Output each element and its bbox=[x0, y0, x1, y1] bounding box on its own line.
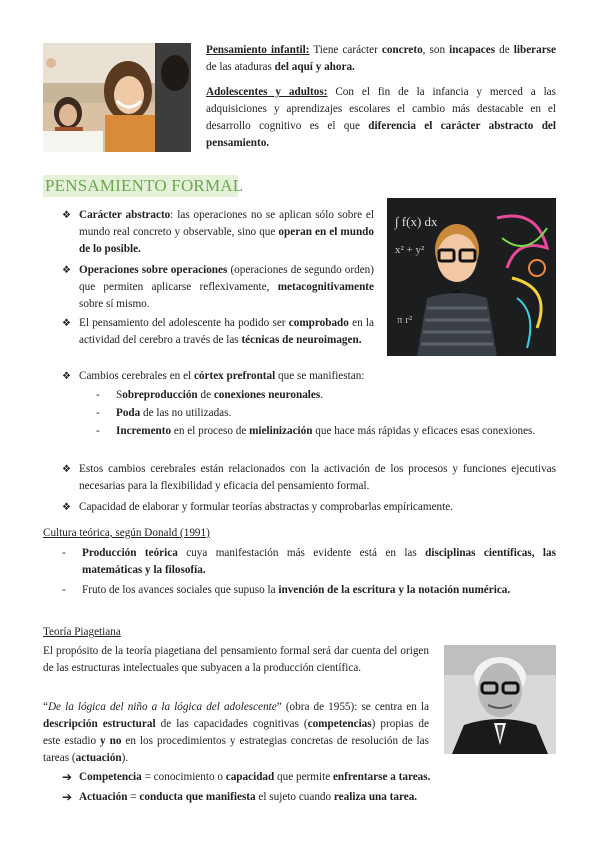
arrow-item-text bbox=[79, 769, 556, 786]
text-run: : las operaciones no se aplican sólo sobre el mundo real concreto y observable, sino que bbox=[79, 209, 374, 238]
dash-bullet-icon: - bbox=[96, 389, 100, 401]
diamond-bullet-icon: ❖ bbox=[62, 265, 71, 276]
bullet-text bbox=[79, 368, 556, 385]
text-run: en el proceso de bbox=[171, 425, 250, 437]
text-run: Con el fin de la infancia y merced a las adquisiciones y aprendizajes escolares el cambio más destacable en el desarrollo cognitivo es el que bbox=[206, 86, 556, 132]
intro-paragraph-2 bbox=[206, 84, 556, 152]
boy-chalkboard-photo bbox=[387, 198, 556, 356]
text-run: S bbox=[116, 389, 123, 401]
text-run: , son bbox=[422, 44, 450, 56]
text-run: en los procedimientos y estrategias concretas de resolución de las tareas ( bbox=[43, 735, 429, 764]
cultura-item-text bbox=[82, 545, 556, 579]
text-run: de bbox=[495, 44, 514, 56]
text-run: = bbox=[127, 791, 140, 803]
text-run: de las capacidades cognitivas ( bbox=[155, 718, 308, 730]
bullet-text bbox=[79, 262, 374, 313]
text-run: técnicas de neuroimagen. bbox=[241, 334, 362, 346]
cultura-item-text bbox=[82, 582, 556, 599]
text-run: Producción teórica bbox=[82, 547, 178, 559]
text-run: Carácter abstracto bbox=[79, 209, 171, 221]
text-run: Adolescentes y adultos: bbox=[206, 86, 328, 98]
text-run: invención de la escritura y la notación numérica. bbox=[278, 584, 511, 596]
text-run: conducta que manifiesta bbox=[139, 791, 256, 803]
text-run: que permite bbox=[274, 771, 333, 783]
piaget-portrait-photo bbox=[444, 645, 556, 754]
text-run: (operaciones de segundo orden) que permiten aplicarse reflexivamente, bbox=[79, 264, 374, 293]
text-run: capacidad bbox=[225, 771, 275, 783]
classroom-photo bbox=[43, 43, 191, 152]
text-run: ) propias de este estadio bbox=[43, 718, 429, 747]
text-run: Pensamiento infantil: bbox=[206, 44, 310, 56]
text-run: comprobado bbox=[288, 317, 349, 329]
text-run: de las no utilizadas. bbox=[140, 407, 232, 419]
text-run: De la lógica del niño a la lógica del adolescente bbox=[47, 701, 277, 713]
text-run: concreto bbox=[381, 44, 423, 56]
intro-paragraph-1 bbox=[206, 42, 556, 76]
text-run: de las ataduras bbox=[206, 61, 275, 73]
text-run: y no bbox=[100, 735, 122, 747]
bullet-text bbox=[79, 315, 374, 349]
text-run: metacognitivamente bbox=[277, 281, 374, 293]
diamond-bullet-icon: ❖ bbox=[62, 210, 71, 221]
dash-bullet-icon: - bbox=[96, 407, 100, 419]
text-run: el sujeto cuando bbox=[255, 791, 334, 803]
text-run: El propósito de la teoría piagetiana del pensamiento formal será dar cuenta del origen de las estructuras intelectuales que subyacen a la producción científica. bbox=[43, 645, 429, 674]
piaget-paragraph-1 bbox=[43, 643, 429, 677]
section-heading: PENSAMIENTO FORMAL bbox=[45, 176, 244, 195]
text-run: operan en el mundo de lo posible. bbox=[79, 226, 374, 255]
text-run: que hace más rápidas y eficaces esas conexiones. bbox=[312, 425, 536, 437]
piaget-paragraph-2 bbox=[43, 699, 429, 767]
text-run: “ bbox=[43, 701, 48, 713]
text-run: obreproducción bbox=[122, 389, 198, 401]
piaget-title: Teoría Piagetiana bbox=[43, 626, 121, 638]
arrow-item-text bbox=[79, 789, 556, 806]
text-run: del aquí y ahora. bbox=[274, 61, 355, 73]
text-run: Poda bbox=[116, 407, 141, 419]
svg-text:∫ f(x) dx: ∫ f(x) dx bbox=[395, 214, 438, 229]
text-run: Competencia bbox=[79, 771, 142, 783]
text-run: diferencia el carácter abstracto del pensamiento. bbox=[206, 120, 556, 149]
text-run: Cambios cerebrales en el bbox=[79, 370, 194, 382]
bullet-text bbox=[79, 499, 556, 516]
text-run: liberarse bbox=[513, 44, 556, 56]
text-run: Actuación bbox=[79, 791, 128, 803]
svg-text:x² + y²: x² + y² bbox=[395, 244, 425, 256]
sub-bullet-text bbox=[116, 405, 556, 422]
text-run: mielinización bbox=[249, 425, 313, 437]
text-run: incapaces bbox=[449, 44, 496, 56]
sub-bullet-text bbox=[116, 387, 556, 404]
text-run: El pensamiento del adolescente ha podido ser bbox=[79, 317, 289, 329]
bullet-text bbox=[79, 207, 374, 258]
svg-text:π r²: π r² bbox=[397, 314, 413, 326]
dash-bullet-icon: - bbox=[62, 584, 66, 596]
text-run: competencias bbox=[307, 718, 372, 730]
text-run: ” (obra de 1955): se centra en la bbox=[276, 701, 429, 713]
text-run: descripción estructural bbox=[43, 718, 156, 730]
text-run: actuación bbox=[75, 752, 122, 764]
dash-bullet-icon: - bbox=[96, 425, 100, 437]
text-run: cuya manifestación más evidente está en las bbox=[177, 547, 426, 559]
diamond-bullet-icon: ❖ bbox=[62, 318, 71, 329]
text-run: córtex prefrontal bbox=[193, 370, 276, 382]
arrow-right-icon: ➔ bbox=[62, 790, 73, 804]
text-run: sobre sí mismo. bbox=[79, 298, 150, 310]
text-run: disciplinas científicas, las matemáticas y la filosofía. bbox=[82, 547, 556, 576]
text-run: Operaciones sobre operaciones bbox=[79, 264, 228, 276]
text-run: . bbox=[320, 389, 324, 401]
dash-bullet-icon: - bbox=[62, 547, 66, 559]
text-run: conexiones neuronales bbox=[213, 389, 321, 401]
arrow-right-icon: ➔ bbox=[62, 770, 73, 784]
text-run: realiza una tarea. bbox=[333, 791, 418, 803]
text-run: = conocimiento o bbox=[141, 771, 226, 783]
diamond-bullet-icon: ❖ bbox=[62, 371, 71, 382]
text-run: Estos cambios cerebrales están relacionados con la activación de los procesos y funciones ejecutivas necesarias para la flexibilidad y eficacia del pensamiento formal. bbox=[79, 463, 556, 492]
sub-bullet-text bbox=[116, 423, 556, 440]
bullet-text bbox=[79, 461, 556, 495]
text-run: en la actividad del cerebro a través de las bbox=[79, 317, 374, 346]
diamond-bullet-icon: ❖ bbox=[62, 502, 71, 513]
text-run: ). bbox=[121, 752, 129, 764]
text-run: Incremento bbox=[116, 425, 172, 437]
text-run: enfrentarse a tareas. bbox=[332, 771, 431, 783]
text-run: Tiene carácter bbox=[309, 44, 382, 56]
text-run: de bbox=[197, 389, 214, 401]
cultura-title: Cultura teórica, según Donald (1991) bbox=[43, 527, 210, 539]
text-run: que se manifiestan: bbox=[275, 370, 365, 382]
text-run: Fruto de los avances sociales que supuso la bbox=[82, 584, 279, 596]
text-run: Capacidad de elaborar y formular teorías abstractas y comprobarlas empíricamente. bbox=[79, 501, 453, 513]
diamond-bullet-icon: ❖ bbox=[62, 464, 71, 475]
